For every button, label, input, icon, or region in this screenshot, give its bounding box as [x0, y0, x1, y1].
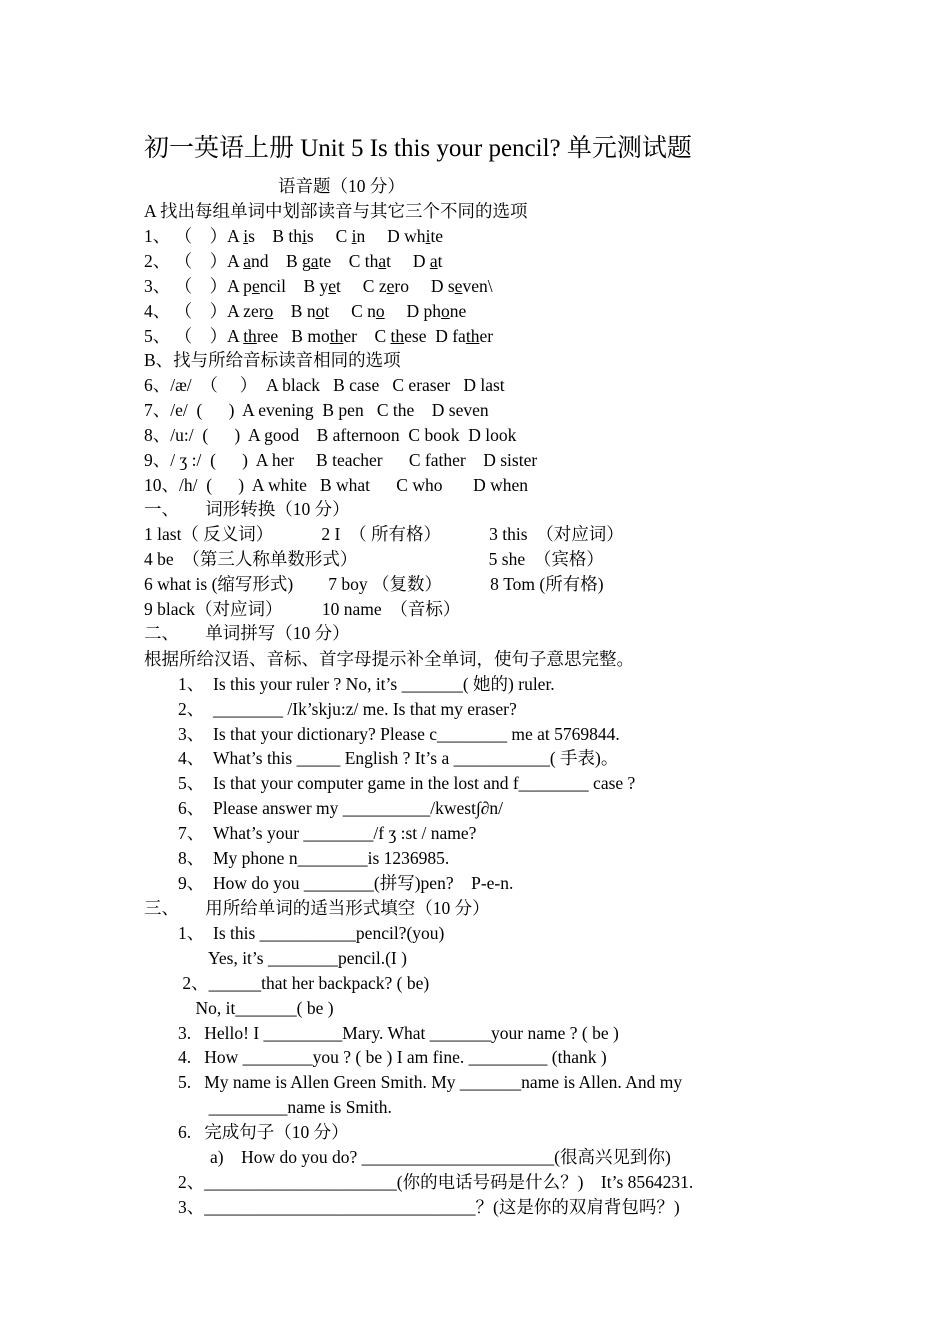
section3-line-1: 1、 Is this ___________pencil?(you) — [178, 923, 445, 943]
phonetics-heading: 语音题（10 分） — [278, 176, 405, 196]
section3-heading: 三、 用所给单词的适当形式填空（10 分） — [144, 898, 490, 918]
section2-item-3: 3、 Is that your dictionary? Please c________ me at 5769844. — [178, 724, 620, 744]
part-b-item-9: 9、/ ʒ :/ ( ) A her B teacher C father D sister — [144, 450, 538, 470]
section2-item-4: 4、 What’s this _____ English ? It’s a ___________( 手表)。 — [178, 748, 619, 768]
section4-line-2: 2、______________________(你的电话号码是什么？) It’s 8564231. — [178, 1172, 694, 1192]
part-a-instruction: A 找出每组单词中划部读音与其它三个不同的选项 — [144, 201, 528, 221]
section2-item-7: 7、 What’s your ________/f ʒ :st / name? — [178, 823, 477, 843]
section2-item-9: 9、 How do you ________(拼写)pen? P-e-n. — [178, 873, 514, 893]
section1-line-3: 6 what is (缩写形式) 7 boy （复数） 8 Tom (所有格) — [144, 574, 604, 594]
section3-line-5: 3. Hello! I _________Mary. What _______your name ? ( be ) — [178, 1023, 619, 1043]
section3-line-4: No, it_______( be ) — [178, 998, 334, 1018]
part-a-item-1: 1、 （ ）A is B this C in D white — [144, 226, 444, 246]
part-a-item-5: 5、 （ ）A three B mother C these D father — [144, 326, 494, 346]
section2-item-6: 6、 Please answer my __________/kwest∫∂n/ — [178, 798, 503, 818]
section1-line-2: 4 be （第三人称单数形式） 5 she （宾格） — [144, 549, 604, 569]
section2-item-8: 8、 My phone n________is 1236985. — [178, 848, 450, 868]
section2-item-2: 2、 ________ /Ik’skju:z/ me. Is that my eraser? — [178, 699, 517, 719]
section4-heading: 6. 完成句子（10 分） — [178, 1122, 349, 1142]
section1-line-1: 1 last（ 反义词） 2 I （ 所有格） 3 this （对应词） — [144, 524, 624, 544]
part-a-item-4: 4、 （ ）A zero B not C no D phone — [144, 301, 467, 321]
section2-heading: 二、 单词拼写（10 分） — [144, 623, 350, 643]
section4-line-3: 3、_______________________________？(这是你的双肩背包吗？) — [178, 1197, 680, 1217]
section3-line-2: Yes, it’s ________pencil.(I ) — [178, 948, 407, 968]
section2-item-5: 5、 Is that your computer game in the lost and f________ case ? — [178, 773, 636, 793]
section3-line-7: 5. My name is Allen Green Smith. My _______name is Allen. And my — [178, 1072, 683, 1092]
section3-line-6: 4. How ________you ? ( be ) I am fine. _________ (thank ) — [178, 1047, 607, 1067]
part-b-instruction: B、找与所给音标读音相同的选项 — [144, 350, 401, 370]
part-b-item-6: 6、/æ/ （ ） A black B case C eraser D last — [144, 375, 505, 395]
page-title: 初一英语上册 Unit 5 Is this your pencil? 单元测试题 — [144, 135, 692, 162]
section1-line-4: 9 black（对应词） 10 name （音标） — [144, 599, 461, 619]
part-a-item-3: 3、 （ ）A pencil B yet C zero D seven\ — [144, 276, 493, 296]
part-b-item-7: 7、/e/ ( ) A evening B pen C the D seven — [144, 400, 489, 420]
part-b-item-8: 8、/u:/ ( ) A good B afternoon C book D look — [144, 425, 517, 445]
section4-line-1: a) How do you do? ______________________(很高兴见到你) — [210, 1147, 671, 1167]
section1-heading: 一、 词形转换（10 分） — [144, 499, 350, 519]
part-a-item-2: 2、 （ ）A and B gate C that D at — [144, 251, 443, 271]
section2-instruction: 根据所给汉语、音标、首字母提示补全单词，使句子意思完整。 — [144, 649, 634, 669]
section3-line-8: _________name is Smith. — [178, 1097, 392, 1117]
section2-item-1: 1、 Is this your ruler ? No, it’s _______( 她的) ruler. — [178, 674, 555, 694]
section3-line-3: 2、______that her backpack? ( be) — [178, 973, 430, 993]
part-b-item-10: 10、/h/ ( ) A white B what C who D when — [144, 475, 529, 495]
